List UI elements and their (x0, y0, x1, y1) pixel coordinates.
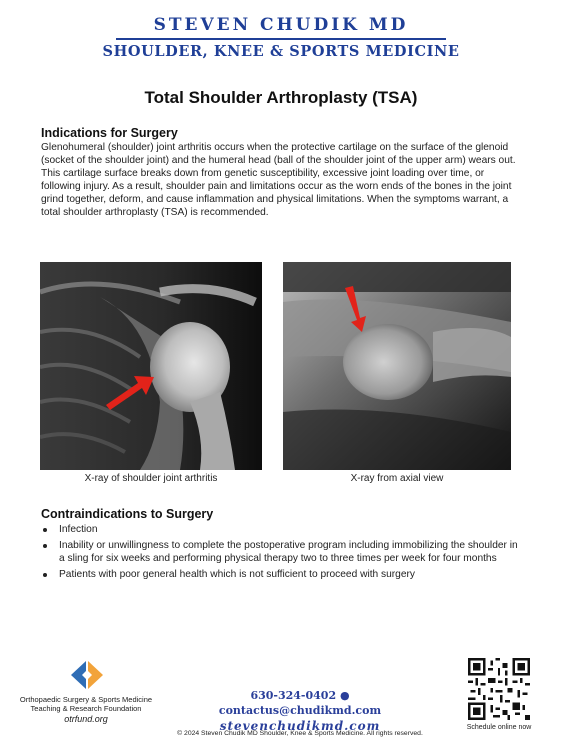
list-item: Inability or unwillingness to complete the postoperative program including immobilizing the shoulder in a sling for six weeks and performing physical therapy two to three times per week for four months (41, 539, 525, 565)
letterhead (0, 14, 562, 63)
website-link[interactable]: stevenchudikmd.com (219, 719, 381, 733)
list-item: Infection (41, 523, 525, 536)
page-title: Total Shoulder Arthroplasty (TSA) (144, 88, 418, 107)
bullet-icon (43, 528, 47, 532)
phone-number[interactable]: 630-324-0402 (250, 689, 337, 702)
indications-body: Glenohumeral (shoulder) joint arthritis occurs when the protective cartilage on the surface of the glenoid (socket of the shoulder joint) and the humeral head (ball of the shoulder joint of the upper arm) wears out. This cartilage surface breaks down from genetic susceptibility, excessive joint loading over time, or following injury. As a result, shoulder pain and limitations occur as the worn ends of the bones in the joint grind together, deform, and cause inflammation and physical limitations. When the symptoms warrant, a total shoulder arthroplasty (TSA) is recommended. (41, 142, 516, 219)
separator-dot-icon: ● (339, 689, 350, 702)
bullet-icon (43, 573, 47, 577)
xray-caption-1: X-ray of shoulder joint arthritis (84, 473, 218, 484)
copyright-notice: © 2024 Steven Chudik MD Shoulder, Knee & Sports Medicine. All rights reserved. (177, 730, 423, 737)
contraindications-heading: Contraindications to Surgery (41, 507, 214, 521)
foundation-name-line2: Teaching & Research Foundation (30, 704, 142, 713)
qr-code-icon[interactable] (468, 658, 530, 720)
foundation-name-line1: Orthopaedic Surgery & Sports Medicine (19, 695, 153, 704)
email-link[interactable]: contactus@chudikmd.com (218, 704, 382, 717)
xray-caption-2: X-ray from axial view (350, 473, 444, 484)
indications-heading: Indications for Surgery (41, 126, 178, 140)
contact-line (170, 688, 430, 718)
foundation-url[interactable]: otrfund.org (64, 714, 108, 724)
qr-caption: Schedule online now (466, 724, 532, 731)
xray-axial-view-image (283, 262, 511, 470)
xray-shoulder-arthritis-image (40, 262, 262, 470)
foundation-logo-icon (66, 660, 106, 690)
brand-name: STEVEN CHUDIK MD (153, 15, 409, 35)
contact-block (170, 688, 430, 734)
list-item: Patients with poor general health which is not sufficient to proceed with surgery (41, 568, 525, 581)
xray-axial-view (283, 262, 511, 470)
foundation-block (12, 660, 160, 724)
xray-shoulder-arthritis (40, 262, 262, 470)
brand-tagline: SHOULDER, KNEE & SPORTS MEDICINE (102, 43, 460, 60)
bullet-icon (43, 544, 47, 548)
contraindications-list (41, 523, 525, 584)
brand-divider (116, 38, 446, 40)
